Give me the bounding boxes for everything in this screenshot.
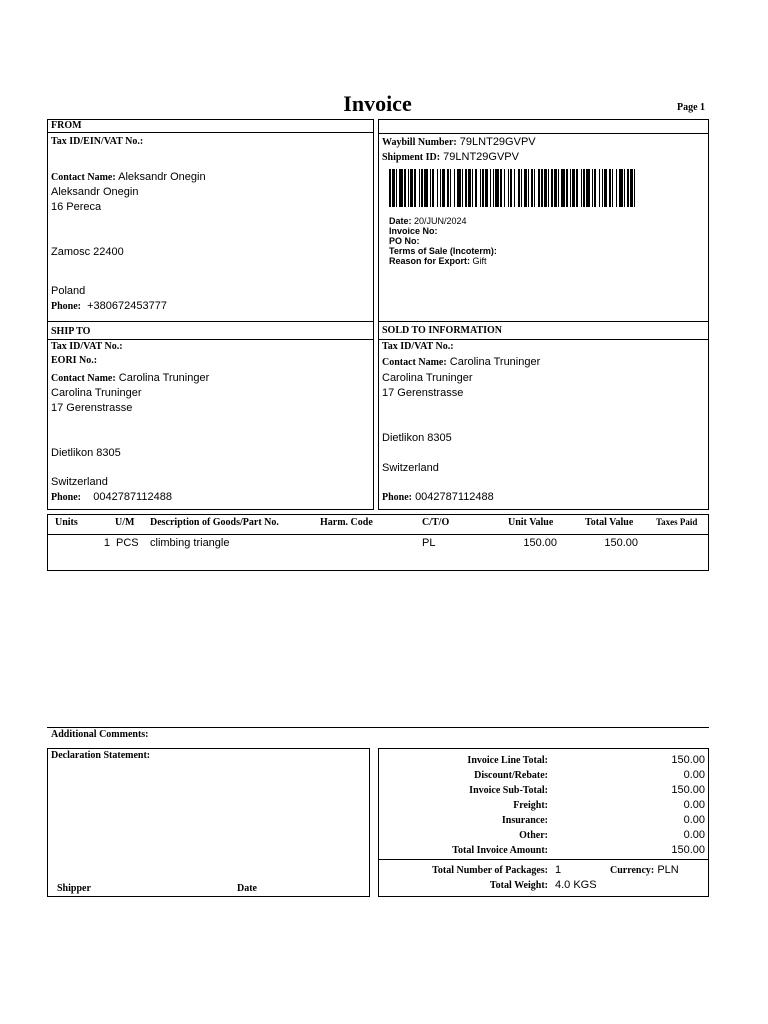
ship-to-phone bbox=[51, 491, 172, 503]
barcode-bar bbox=[616, 169, 617, 207]
barcode-bar bbox=[468, 169, 471, 207]
sold-to-phone bbox=[382, 491, 494, 503]
from-contact-name: Aleksandr Onegin bbox=[118, 171, 206, 183]
ship-to-contact-name: Carolina Truninger bbox=[118, 372, 210, 384]
col-um: U/M bbox=[115, 517, 135, 528]
row-cto: PL bbox=[422, 537, 436, 549]
from-city: Zamosc 22400 bbox=[51, 246, 124, 258]
barcode-bar bbox=[554, 169, 557, 207]
barcode-bar bbox=[534, 169, 535, 207]
barcode-bar bbox=[495, 169, 499, 207]
barcode-bar bbox=[518, 169, 520, 207]
sold-to-heading: SOLD TO INFORMATION bbox=[382, 325, 503, 336]
export-reason-label: Reason for Export: bbox=[389, 256, 471, 266]
declaration-box bbox=[47, 748, 370, 897]
barcode-image bbox=[389, 169, 637, 207]
ship-to-name: Carolina Truninger bbox=[51, 387, 142, 399]
from-street: 16 Pereca bbox=[51, 201, 102, 213]
row-total-value: 150.00 bbox=[604, 537, 638, 549]
barcode-bar bbox=[634, 169, 635, 207]
col-harm-code: Harm. Code bbox=[320, 517, 373, 528]
barcode-bar bbox=[544, 169, 547, 207]
barcode-bar bbox=[576, 169, 578, 207]
barcode-bar bbox=[561, 169, 565, 207]
shipment-id-value: 79LNT29GVPV bbox=[443, 151, 519, 163]
ship-to-phone-value: 0042787112488 bbox=[93, 491, 172, 503]
ship-to-heading: SHIP TO bbox=[51, 326, 91, 337]
ship-to-city: Dietlikon 8305 bbox=[51, 447, 121, 459]
barcode-bar bbox=[482, 169, 484, 207]
freight-value: 0.00 bbox=[683, 799, 705, 811]
row-unit-value: 150.00 bbox=[523, 537, 557, 549]
barcode-bar bbox=[408, 169, 409, 207]
col-unit-value: Unit Value bbox=[508, 517, 554, 528]
page-number: Page 1 bbox=[677, 102, 706, 113]
sold-to-name: Carolina Truninger bbox=[382, 372, 473, 384]
from-phone bbox=[51, 300, 167, 312]
barcode-bar bbox=[447, 169, 449, 207]
barcode-bar bbox=[508, 169, 509, 207]
sold-to-contact bbox=[382, 356, 540, 368]
other-value: 0.00 bbox=[683, 829, 705, 841]
barcode-bar bbox=[572, 169, 575, 207]
barcode-bar bbox=[419, 169, 420, 207]
discount-label: Discount/Rebate: bbox=[474, 770, 548, 781]
line-total-label: Invoice Line Total: bbox=[467, 755, 548, 766]
ship-to-eori-label: EORI No.: bbox=[51, 355, 98, 366]
weight-label: Total Weight: bbox=[489, 880, 548, 891]
barcode-bar bbox=[437, 169, 438, 207]
sold-to-street: 17 Gerenstrasse bbox=[382, 387, 464, 399]
line-total-value: 150.00 bbox=[671, 754, 705, 766]
invoice-no-label: Invoice No: bbox=[389, 226, 438, 236]
col-description: Description of Goods/Part No. bbox=[150, 517, 279, 528]
currency-label: Currency: bbox=[610, 865, 655, 876]
barcode-bar bbox=[410, 169, 413, 207]
currency bbox=[610, 864, 679, 876]
insurance-label: Insurance: bbox=[501, 815, 548, 826]
packages-label: Total Number of Packages: bbox=[432, 865, 548, 876]
barcode-bar bbox=[541, 169, 543, 207]
col-cto: C/T/O bbox=[422, 517, 450, 528]
barcode-bar bbox=[472, 169, 473, 207]
shipment-id bbox=[382, 151, 519, 163]
from-name: Aleksandr Onegin bbox=[51, 186, 139, 198]
col-units: Units bbox=[55, 517, 78, 528]
barcode-bar bbox=[432, 169, 434, 207]
barcode-bar bbox=[485, 169, 488, 207]
insurance-value: 0.00 bbox=[683, 814, 705, 826]
barcode-bar bbox=[424, 169, 428, 207]
barcode-bar bbox=[521, 169, 522, 207]
barcode-bar bbox=[570, 169, 571, 207]
additional-comments-label: Additional Comments: bbox=[51, 729, 149, 740]
barcode-bar bbox=[566, 169, 568, 207]
waybill-number: 79LNT29GVPV bbox=[459, 136, 536, 148]
total-amount-label: Total Invoice Amount: bbox=[452, 845, 548, 856]
barcode-bar bbox=[510, 169, 512, 207]
barcode-bar bbox=[442, 169, 445, 207]
ship-to-tax-label: Tax ID/VAT No.: bbox=[51, 341, 123, 352]
ship-to-country: Switzerland bbox=[51, 476, 108, 488]
from-contact-label: Contact Name: bbox=[51, 172, 116, 183]
from-contact bbox=[51, 171, 206, 183]
ship-to-street: 17 Gerenstrasse bbox=[51, 402, 133, 414]
barcode-bar bbox=[450, 169, 451, 207]
barcode-bar bbox=[619, 169, 623, 207]
barcode-bar bbox=[599, 169, 600, 207]
barcode-bar bbox=[586, 169, 590, 207]
barcode-bar bbox=[524, 169, 527, 207]
other-label: Other: bbox=[519, 830, 548, 841]
barcode-bar bbox=[493, 169, 494, 207]
packages-value: 1 bbox=[555, 864, 562, 876]
barcode-bar bbox=[462, 169, 463, 207]
export-reason-value: Gift bbox=[472, 256, 487, 266]
barcode-bar bbox=[414, 169, 416, 207]
sold-to-phone-value: 0042787112488 bbox=[415, 491, 494, 503]
total-amount-value: 150.00 bbox=[671, 844, 705, 856]
barcode-bar bbox=[396, 169, 397, 207]
shipment-id-label: Shipment ID: bbox=[382, 152, 441, 163]
barcode-bar bbox=[421, 169, 423, 207]
barcode-bar bbox=[399, 169, 403, 207]
barcode-bar bbox=[392, 169, 395, 207]
discount-value: 0.00 bbox=[683, 769, 705, 781]
sold-to-contact-label: Contact Name: bbox=[382, 357, 447, 368]
ship-date-value: 20/JUN/2024 bbox=[414, 216, 467, 226]
barcode-bar bbox=[592, 169, 593, 207]
barcode-bar bbox=[604, 169, 607, 207]
subtotal-label: Invoice Sub-Total: bbox=[469, 785, 548, 796]
waybill bbox=[382, 136, 536, 148]
export-reason bbox=[389, 256, 487, 266]
sold-to-tax-label: Tax ID/VAT No.: bbox=[382, 341, 454, 352]
sold-to-phone-label: Phone: bbox=[382, 492, 412, 503]
freight-label: Freight: bbox=[513, 800, 548, 811]
col-taxes-paid: Taxes Paid bbox=[656, 517, 698, 527]
sold-to-country: Switzerland bbox=[382, 462, 439, 474]
from-phone-value: +380672453777 bbox=[87, 300, 167, 312]
ship-to-contact bbox=[51, 372, 209, 384]
from-tax-label: Tax ID/EIN/VAT No.: bbox=[51, 136, 144, 147]
barcode-bar bbox=[538, 169, 540, 207]
currency-value: PLN bbox=[657, 864, 679, 876]
weight-value: 4.0 KGS bbox=[555, 879, 597, 891]
barcode-bar bbox=[514, 169, 515, 207]
ship-to-contact-label: Contact Name: bbox=[51, 373, 116, 384]
comments-divider bbox=[47, 727, 709, 728]
from-phone-label: Phone: bbox=[51, 301, 81, 312]
declaration-label: Declaration Statement: bbox=[51, 750, 151, 761]
shipper-label: Shipper bbox=[57, 883, 91, 894]
terms-label: Terms of Sale (Incoterm): bbox=[389, 246, 497, 256]
po-no-label: PO No: bbox=[389, 236, 420, 246]
barcode-bar bbox=[430, 169, 431, 207]
from-box bbox=[47, 119, 374, 322]
barcode-bar bbox=[609, 169, 611, 207]
barcode-bar bbox=[490, 169, 491, 207]
from-heading: FROM bbox=[51, 120, 82, 131]
barcode-bar bbox=[630, 169, 633, 207]
sold-to-contact-name: Carolina Truninger bbox=[449, 356, 541, 368]
sold-to-city: Dietlikon 8305 bbox=[382, 432, 452, 444]
barcode-bar bbox=[457, 169, 461, 207]
barcode-bar bbox=[581, 169, 582, 207]
barcode-bar bbox=[454, 169, 455, 207]
signature-date-label: Date bbox=[237, 883, 257, 894]
barcode-bar bbox=[475, 169, 477, 207]
barcode-bar bbox=[500, 169, 502, 207]
col-total-value: Total Value bbox=[585, 517, 634, 528]
barcode-bar bbox=[551, 169, 553, 207]
barcode-bar bbox=[465, 169, 467, 207]
invoice-title: Invoice bbox=[343, 91, 412, 116]
barcode-bar bbox=[440, 169, 441, 207]
barcode-bar bbox=[558, 169, 559, 207]
ship-date-label: Date: bbox=[389, 216, 412, 226]
barcode-bar bbox=[583, 169, 585, 207]
barcode-bar bbox=[389, 169, 391, 207]
barcode-bar bbox=[528, 169, 529, 207]
waybill-label: Waybill Number: bbox=[382, 137, 457, 148]
from-country: Poland bbox=[51, 285, 86, 297]
subtotal-value: 150.00 bbox=[671, 784, 705, 796]
barcode-bar bbox=[548, 169, 549, 207]
barcode-bar bbox=[531, 169, 533, 207]
barcode-bar bbox=[480, 169, 481, 207]
barcode-bar bbox=[627, 169, 629, 207]
ship-date bbox=[389, 216, 467, 226]
row-description: climbing triangle bbox=[150, 537, 230, 549]
barcode-bar bbox=[404, 169, 406, 207]
barcode-bar bbox=[602, 169, 603, 207]
row-units: 1 bbox=[103, 537, 110, 549]
barcode-bar bbox=[612, 169, 613, 207]
barcode-bar bbox=[624, 169, 625, 207]
row-um: PCS bbox=[116, 537, 139, 549]
ship-to-phone-label: Phone: bbox=[51, 492, 81, 503]
barcode-bar bbox=[594, 169, 596, 207]
barcode-bar bbox=[504, 169, 505, 207]
